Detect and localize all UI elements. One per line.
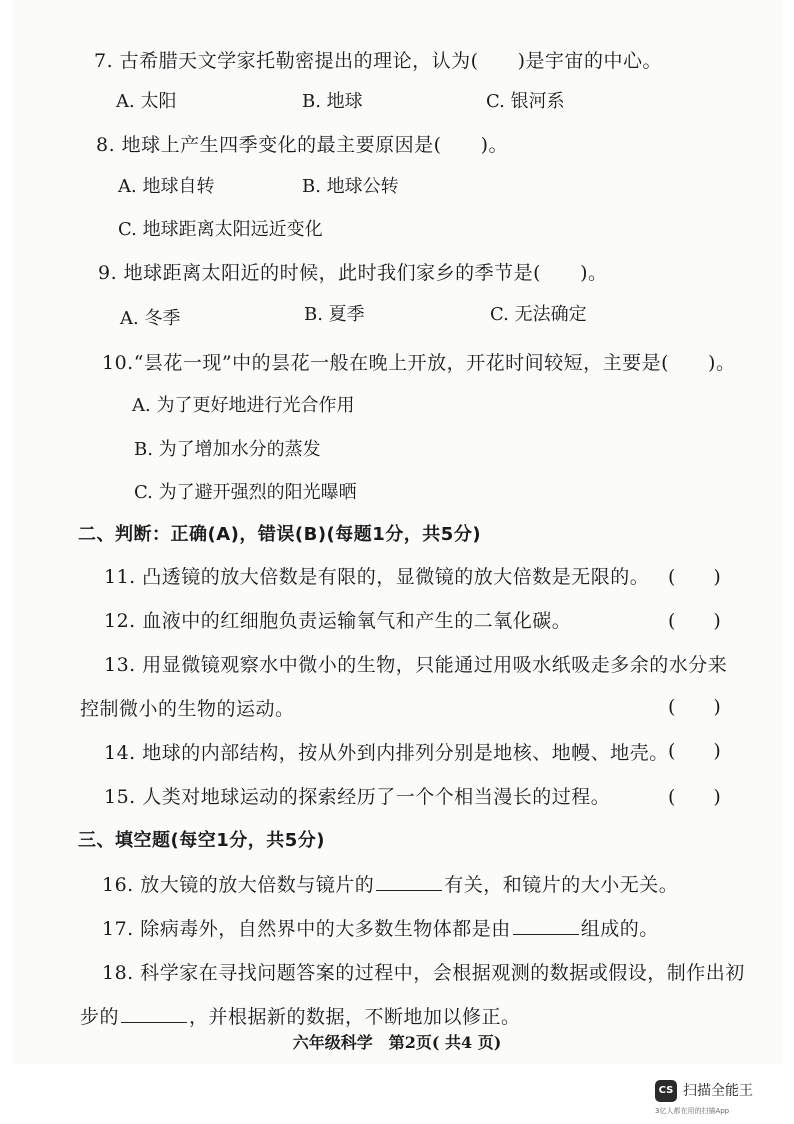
question-8-option-a: A. 地球自转 [118, 176, 215, 197]
question-8-option-c: C. 地球距离太阳远近变化 [118, 219, 323, 240]
answer-paren-11: ( ) [668, 566, 721, 588]
question-9-option-a: A. 冬季 [120, 308, 181, 329]
true-false-item-15: 15. 人类对地球运动的探索经历了一个个相当漫长的过程。 [104, 786, 611, 808]
true-false-item-11: 11. 凸透镜的放大倍数是有限的，显微镜的放大倍数是无限的。 [104, 566, 650, 588]
scanner-watermark [655, 1078, 780, 1118]
fill-blank-18-before: 步的 [80, 1006, 120, 1028]
page-footer: 六年级科学 第2页( 共4 页) [292, 1033, 502, 1052]
question-9-option-b: B. 夏季 [304, 304, 365, 325]
true-false-item-14: 14. 地球的内部结构，按从外到内排列分别是地核、地幔、地壳。 [104, 742, 669, 764]
brand-name: 扫描全能王 [683, 1083, 753, 1099]
question-7-stem: 7. 古希腊天文学家托勒密提出的理论，认为( )是宇宙的中心。 [94, 50, 662, 72]
fill-blank-16-after: 有关，和镜片的大小无关。 [444, 874, 679, 896]
fill-blank-18-after: ，并根据新的数据，不断地加以修正。 [189, 1006, 521, 1028]
answer-blank-16 [376, 872, 442, 891]
answer-blank-18 [121, 1004, 187, 1023]
fill-blank-item-18: 18. 科学家在寻找问题答案的过程中，会根据观测的数据或假设，制作出初 [102, 962, 745, 984]
fill-blank-item-16 [102, 872, 678, 898]
brand-tagline: 3亿人都在用的扫描App [655, 1107, 730, 1115]
true-false-item-13-continued: 控制微小的生物的运动。 [80, 698, 295, 720]
answer-paren-15: ( ) [668, 786, 721, 808]
question-7-option-b: B. 地球 [302, 91, 363, 112]
question-10-option-b: B. 为了增加水分的蒸发 [134, 439, 321, 460]
question-7-option-c: C. 银河系 [486, 91, 565, 112]
question-7-option-a: A. 太阳 [116, 91, 177, 112]
fill-blank-16-before: 16. 放大镜的放大倍数与镜片的 [102, 874, 375, 896]
fill-blank-item-17 [102, 916, 659, 942]
fill-blank-item-18-continued [80, 1004, 521, 1030]
section-3-heading: 三、填空题(每空1分，共5分) [78, 830, 326, 851]
question-9-stem: 9. 地球距离太阳近的时候，此时我们家乡的季节是( )。 [98, 262, 608, 284]
fill-blank-17-before: 17. 除病毒外，自然界中的大多数生物体都是由 [102, 918, 511, 940]
question-10-option-c: C. 为了避开强烈的阳光曝晒 [134, 482, 357, 503]
true-false-item-13: 13. 用显微镜观察水中微小的生物，只能通过用吸水纸吸走多余的水分来 [104, 654, 728, 676]
question-9-option-c: C. 无法确定 [490, 304, 587, 325]
answer-paren-14: ( ) [668, 740, 721, 762]
answer-paren-13: ( ) [668, 696, 721, 718]
answer-paren-12: ( ) [668, 610, 721, 632]
camscanner-logo-icon: CS [655, 1080, 677, 1102]
question-8-stem: 8. 地球上产生四季变化的最主要原因是( )。 [96, 134, 508, 156]
question-8-option-b: B. 地球公转 [302, 176, 399, 197]
fill-blank-17-after: 组成的。 [580, 918, 659, 940]
section-2-heading: 二、判断：正确(A)，错误(B)(每题1分，共5分) [78, 524, 482, 545]
question-10-option-a: A. 为了更好地进行光合作用 [132, 395, 355, 416]
answer-blank-17 [513, 916, 579, 935]
question-10-stem: 10.“昙花一现”中的昙花一般在晚上开放，开花时间较短，主要是( )。 [102, 352, 736, 374]
true-false-item-12: 12. 血液中的红细胞负责运输氧气和产生的二氧化碳。 [104, 610, 572, 632]
